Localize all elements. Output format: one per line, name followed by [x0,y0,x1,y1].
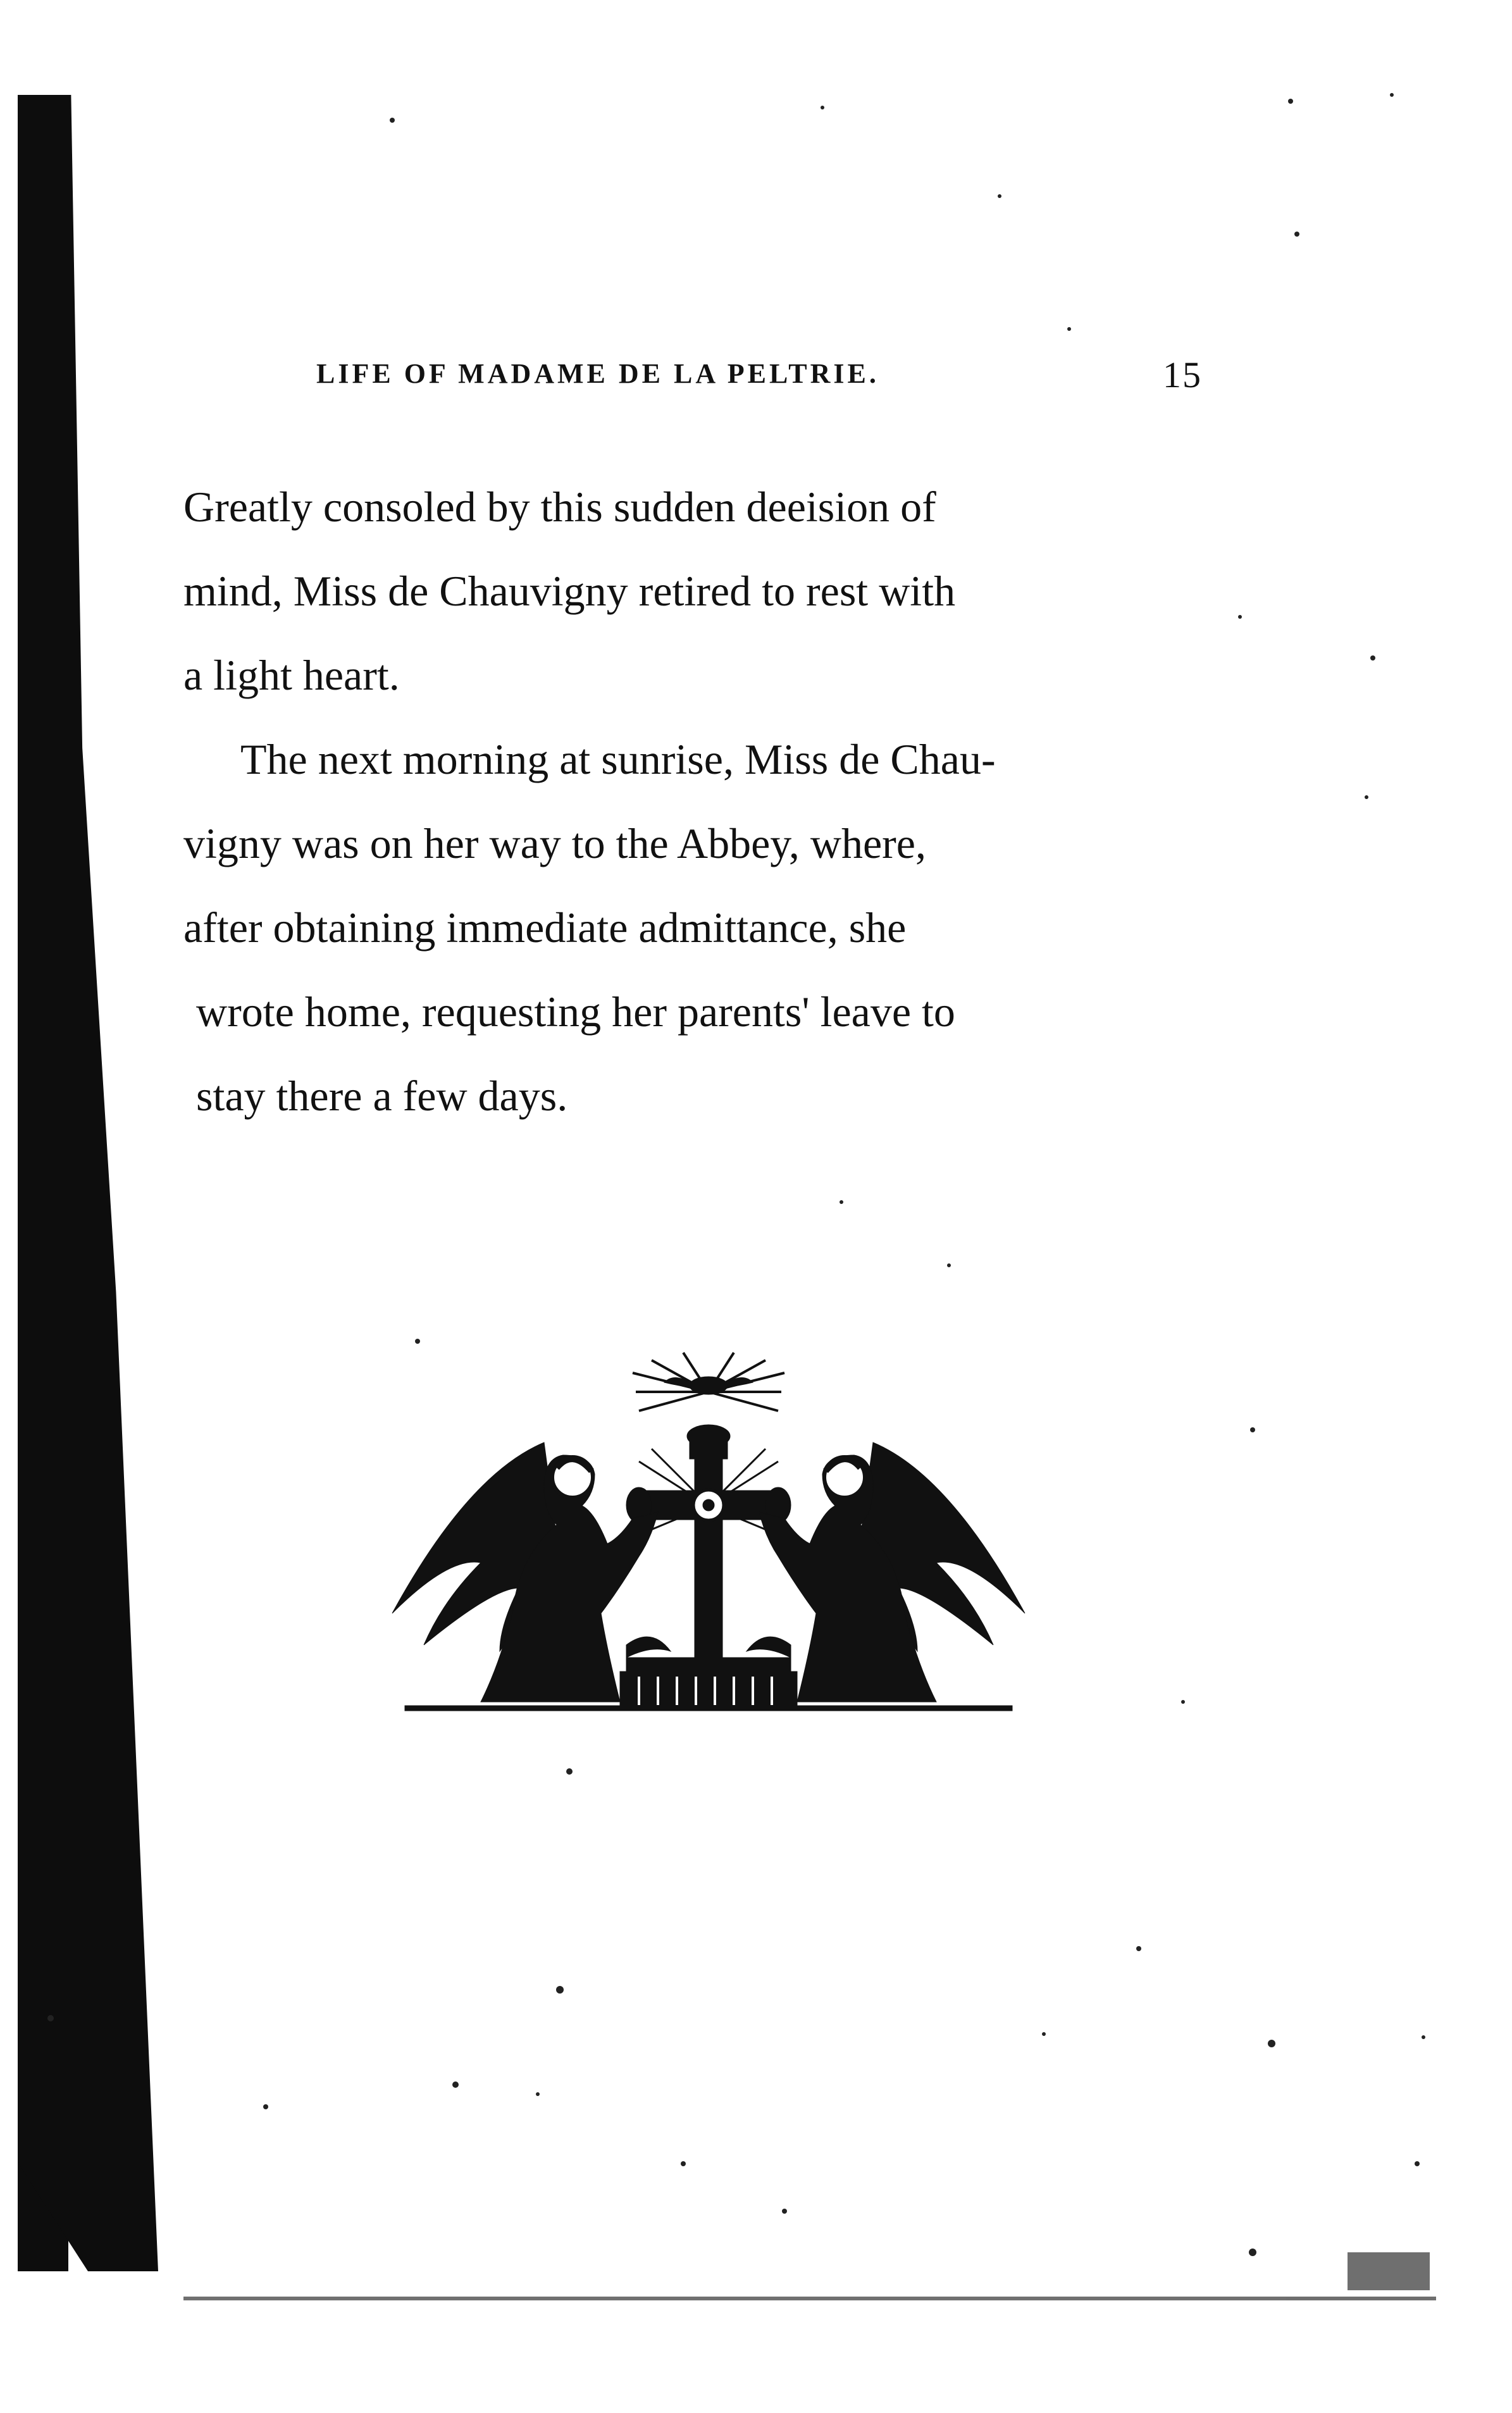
binding-shadow-taper [18,95,158,2271]
page-number: 15 [1163,354,1202,395]
text-line: vigny was on her way to the Abbey, where, [183,819,926,867]
text-line: stay there a few days. [196,1072,568,1120]
text-line: a light heart. [183,651,400,699]
text-line: mind, Miss de Chauvigny retired to rest with [183,567,956,615]
text-line: The next morning at sunrise, Miss de Chau- [240,735,996,783]
text-line: wrote home, requesting her parents' leave to [196,988,955,1036]
running-head-title: LIFE OF MADAME DE LA PELTRIE. [316,358,879,389]
paragraph-1 [183,465,1221,717]
angels-adoring-cross-vignette-icon [354,1348,1063,1727]
running-head [316,354,1215,408]
text-line: Greatly consoled by this sudden deeision of [183,483,936,531]
paragraph-2 [183,717,1221,1138]
body-text [183,465,1221,1138]
text-line: after obtaining immediate admittance, she [183,903,907,952]
